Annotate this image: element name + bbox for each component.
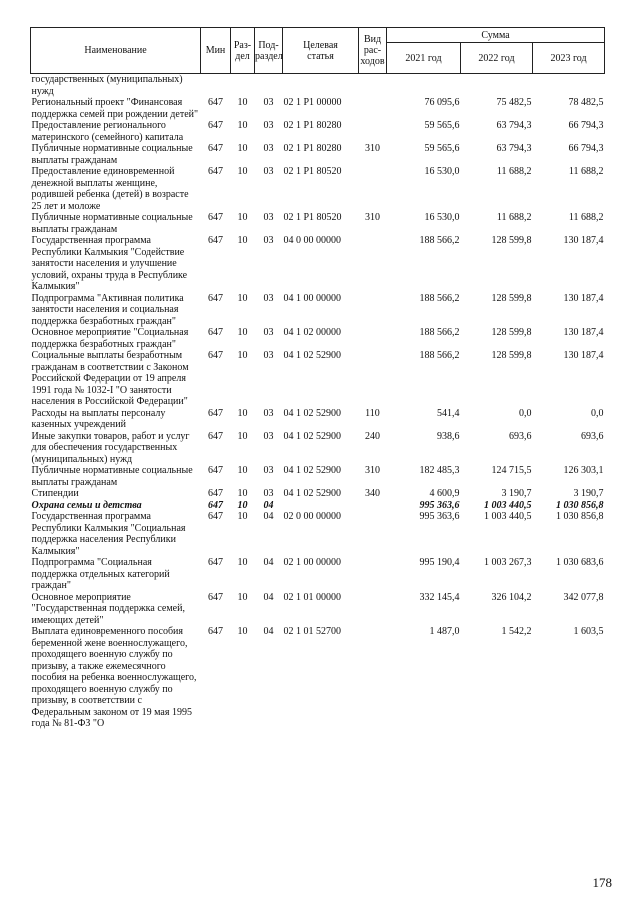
cell-target: 04 1 02 52900 [283,488,341,499]
header-year-2023: 2023 год [533,43,605,74]
cell-name: Предоставление единовременной денежной выплаты женщине, родившей ребенка (детей) в возрасте 25 лет и моложе [31,166,189,212]
cell-razdel: 10 [237,591,248,603]
cell-podrazdel [255,74,283,98]
cell-podrazdel: 04 [263,557,274,568]
cell-razdel: 10 [237,350,248,361]
cell-podrazdel: 04 [263,591,274,603]
cell-target [283,500,359,512]
cell-2022: 326 104,2 [491,591,532,603]
cell-2023: 11 688,2 [568,166,604,177]
cell-min: 647 [208,166,223,177]
cell-min: 647 [208,465,223,476]
cell-target: 02 0 00 00000 [283,511,341,522]
cell-podrazdel: 03 [263,292,274,304]
cell-name: Основное мероприятие "Социальная поддержка безработных граждан" [31,327,189,350]
cell-podrazdel: 03 [263,120,274,131]
header-razdel: Раз- дел [231,28,255,74]
cell-name: Расходы на выплаты персоналу казенных учреждений [31,407,166,430]
table-row [31,511,605,557]
cell-2021: 188 566,2 [419,235,460,246]
cell-2022: 11 688,2 [496,166,532,177]
cell-podrazdel: 03 [263,430,274,442]
cell-vid [359,235,387,293]
cell-min: 647 [208,407,223,419]
cell-target: 04 1 00 00000 [283,292,341,304]
cell-target: 04 1 02 52900 [283,350,341,361]
cell-2021: 182 485,3 [419,465,460,476]
cell-vid: 310 [365,143,380,154]
cell-2022: 3 190,7 [501,488,532,499]
cell-name: Подпрограмма "Активная политика занятости населения и социальная поддержка безработных граждан" [31,292,184,327]
cell-target: 04 1 02 52900 [283,430,341,442]
cell-razdel: 10 [237,488,248,499]
cell-2022: 75 482,5 [496,97,532,108]
cell-min: 647 [208,212,223,223]
cell-vid: 310 [365,212,380,223]
cell-vid [359,74,387,98]
cell-2022: 693,6 [509,430,532,442]
cell-vid [359,97,387,120]
cell-2021: 4 600,9 [429,488,460,499]
cell-2022: 128 599,8 [491,350,532,361]
table-row [31,97,605,120]
cell-2023: 78 482,5 [568,97,604,108]
cell-2021: 188 566,2 [419,327,460,338]
cell-min: 647 [208,591,223,603]
cell-2021: 59 565,6 [424,120,460,131]
cell-podrazdel: 03 [263,166,274,177]
cell-razdel [231,74,255,98]
cell-2023: 1 030 856,8 [556,511,604,522]
table-row [31,488,605,500]
cell-2023: 130 187,4 [563,235,604,246]
table-row [31,212,605,235]
budget-table [30,27,605,730]
cell-target: 02 1 01 00000 [283,591,341,603]
cell-2022: 11 688,2 [496,212,532,223]
cell-name: Предоставление регионального материнского (семейного) капитала [31,120,184,143]
cell-target: 04 1 02 52900 [283,407,341,419]
table-body [31,74,605,730]
cell-2021: 938,6 [437,430,460,442]
cell-2021: 541,4 [437,407,460,419]
cell-min: 647 [208,235,223,246]
table-row [31,626,605,730]
cell-2021: 995 363,6 [419,511,460,522]
header-target: Целевая статья [283,28,359,74]
cell-vid [359,626,387,730]
cell-razdel: 10 [237,235,248,246]
cell-vid [359,350,387,408]
cell-target: 02 1 P1 80520 [283,212,342,223]
table-row [31,408,605,431]
cell-2023: 130 187,4 [563,327,604,338]
cell-2021: 188 566,2 [419,292,460,304]
cell-vid [359,500,387,512]
cell-2023: 3 190,7 [573,488,604,499]
cell-2022: 1 542,2 [501,626,532,637]
table-row [31,350,605,408]
cell-name: Основное мероприятие "Государственная поддержка семей, имеющих детей" [31,591,185,626]
cell-2021: 332 145,4 [419,591,460,603]
cell-2021: 16 530,0 [424,166,460,177]
cell-2023: 0,0 [591,407,604,419]
table-row [31,166,605,212]
cell-name: Социальные выплаты безработным гражданам в соответствии с Законом Российской Федерации от 19 апреля 1991 года № 1032-I "О занятости населения в Российской Федерации" [31,350,189,407]
cell-razdel: 10 [237,292,248,304]
cell-min: 647 [208,511,223,522]
cell-vid [359,557,387,592]
cell-min: 647 [208,488,223,499]
cell-podrazdel: 03 [263,327,274,338]
cell-2022: 128 599,8 [491,327,532,338]
table-row [31,327,605,350]
cell-min: 647 [208,120,223,131]
cell-target: 02 1 P1 00000 [283,97,342,108]
table-row [31,557,605,592]
cell-target: 02 1 P1 80520 [283,166,342,177]
cell-vid [359,592,387,627]
header-vid: Вид рас- ходов [359,28,387,74]
cell-razdel: 10 [237,430,248,442]
cell-2022: 128 599,8 [491,292,532,304]
table-row [31,431,605,466]
table-row [31,465,605,488]
cell-2023: 342 077,8 [563,591,604,603]
cell-2021: 76 095,6 [424,97,460,108]
cell-2021: 16 530,0 [424,212,460,223]
cell-name: Государственная программа Республики Калмыкия "Социальная поддержка населения Республики Калмыкия" [31,511,186,557]
cell-min: 647 [208,557,223,568]
cell-2022 [461,74,533,98]
cell-min: 647 [208,626,223,637]
cell-2023: 11 688,2 [568,212,604,223]
cell-2022: 63 794,3 [496,143,532,154]
cell-target: 02 1 00 00000 [283,557,341,568]
cell-name: Подпрограмма "Социальная поддержка отдельных категорий граждан" [31,557,170,591]
cell-podrazdel: 03 [263,212,274,223]
cell-min: 647 [208,292,223,304]
cell-vid [359,511,387,557]
cell-2022: 1 003 267,3 [484,557,532,568]
table-row [31,592,605,627]
cell-podrazdel: 03 [263,350,274,361]
cell-vid: 110 [365,407,380,419]
cell-2023 [533,74,605,98]
cell-podrazdel: 03 [263,235,274,246]
cell-razdel: 10 [237,143,248,154]
cell-2023: 1 030 856,8 [556,499,604,511]
cell-razdel: 10 [237,557,248,568]
header-podrazdel: Под- раздел [255,28,283,74]
cell-podrazdel: 03 [263,143,274,154]
cell-min: 647 [208,430,223,442]
cell-name: Публичные нормативные социальные выплаты гражданам [31,212,193,235]
table-row [31,120,605,143]
cell-2022: 128 599,8 [491,235,532,246]
cell-podrazdel: 03 [263,488,274,499]
cell-razdel: 10 [237,120,248,131]
cell-name: Иные закупки товаров, работ и услуг для обеспечения государственных (муниципальных) нужд [31,430,190,465]
cell-razdel: 10 [237,166,248,177]
header-sum: Сумма [387,28,605,43]
cell-min [201,74,231,98]
cell-2023: 130 187,4 [563,350,604,361]
header-name: Наименование [31,28,201,74]
cell-2023: 693,6 [581,430,604,442]
table-row [31,143,605,166]
cell-razdel: 10 [237,499,248,511]
page-number: 178 [592,875,612,890]
cell-razdel: 10 [237,626,248,637]
cell-target: 04 0 00 00000 [283,235,341,246]
cell-name: государственных (муниципальных) нужд [31,74,183,97]
cell-name: Публичные нормативные социальные выплаты гражданам [31,143,193,166]
cell-razdel: 10 [237,327,248,338]
header-year-2022: 2022 год [461,43,533,74]
table-row [31,500,605,512]
cell-name: Региональный проект "Финансовая поддержка семей при рождении детей" [31,97,199,120]
cell-2022: 1 003 440,5 [484,499,532,511]
cell-2023: 126 303,1 [563,465,604,476]
cell-razdel: 10 [237,465,248,476]
cell-name: Стипендии [31,488,79,499]
cell-min: 647 [208,499,223,511]
cell-vid: 310 [365,465,380,476]
cell-podrazdel: 04 [263,511,274,522]
cell-2023: 66 794,3 [568,143,604,154]
cell-podrazdel: 04 [263,626,274,637]
cell-podrazdel: 03 [263,407,274,419]
cell-2021 [387,74,461,98]
cell-vid: 240 [365,430,380,442]
cell-2021: 59 565,6 [424,143,460,154]
cell-target: 04 1 02 00000 [283,327,341,338]
cell-2023: 130 187,4 [563,292,604,304]
cell-razdel: 10 [237,407,248,419]
cell-2023: 66 794,3 [568,120,604,131]
cell-2021: 995 363,6 [419,499,460,511]
cell-vid [359,327,387,350]
table-row [31,235,605,293]
cell-razdel: 10 [237,212,248,223]
cell-vid: 340 [365,488,380,499]
cell-min: 647 [208,327,223,338]
cell-2023: 1 603,5 [573,626,604,637]
cell-target: 02 1 01 52700 [283,626,341,637]
cell-podrazdel: 04 [263,499,274,511]
cell-target: 02 1 P1 80280 [283,120,342,131]
cell-min: 647 [208,97,223,108]
cell-min: 647 [208,350,223,361]
cell-name: Государственная программа Республики Калмыкия "Содействие занятости населения и улучшение условий, охраны труда в Республике Калмыкия" [31,235,188,292]
table-row [31,293,605,328]
cell-name: Охрана семьи и детства [31,499,142,511]
cell-target: 04 1 02 52900 [283,465,341,476]
cell-razdel: 10 [237,97,248,108]
cell-razdel: 10 [237,511,248,522]
header-year-2021: 2021 год [387,43,461,74]
cell-2021: 1 487,0 [429,626,460,637]
cell-min: 647 [208,143,223,154]
cell-2023: 1 030 683,6 [556,557,604,568]
cell-vid [359,293,387,328]
cell-podrazdel: 03 [263,97,274,108]
cell-target: 02 1 P1 80280 [283,143,342,154]
cell-podrazdel: 03 [263,465,274,476]
cell-2021: 995 190,4 [419,557,460,568]
cell-2021: 188 566,2 [419,350,460,361]
header-min: Мин [201,28,231,74]
cell-target [283,74,359,98]
cell-2022: 1 003 440,5 [484,511,532,522]
cell-2022: 124 715,5 [491,465,532,476]
cell-2022: 63 794,3 [496,120,532,131]
cell-name: Публичные нормативные социальные выплаты гражданам [31,465,193,488]
table-row [31,74,605,98]
table-header [31,28,605,74]
cell-name: Выплата единовременного пособия беременной жене военнослужащего, проходящего военную службу по призыву, а также ежемесячного пособия на ребенка военнослужащего, проходящего военную службу по призыву, в соответствии с Федеральным законом от 19 мая 1995 года № 81-ФЗ "О [31,626,197,729]
cell-vid [359,166,387,212]
cell-vid [359,120,387,143]
cell-2022: 0,0 [519,407,532,419]
